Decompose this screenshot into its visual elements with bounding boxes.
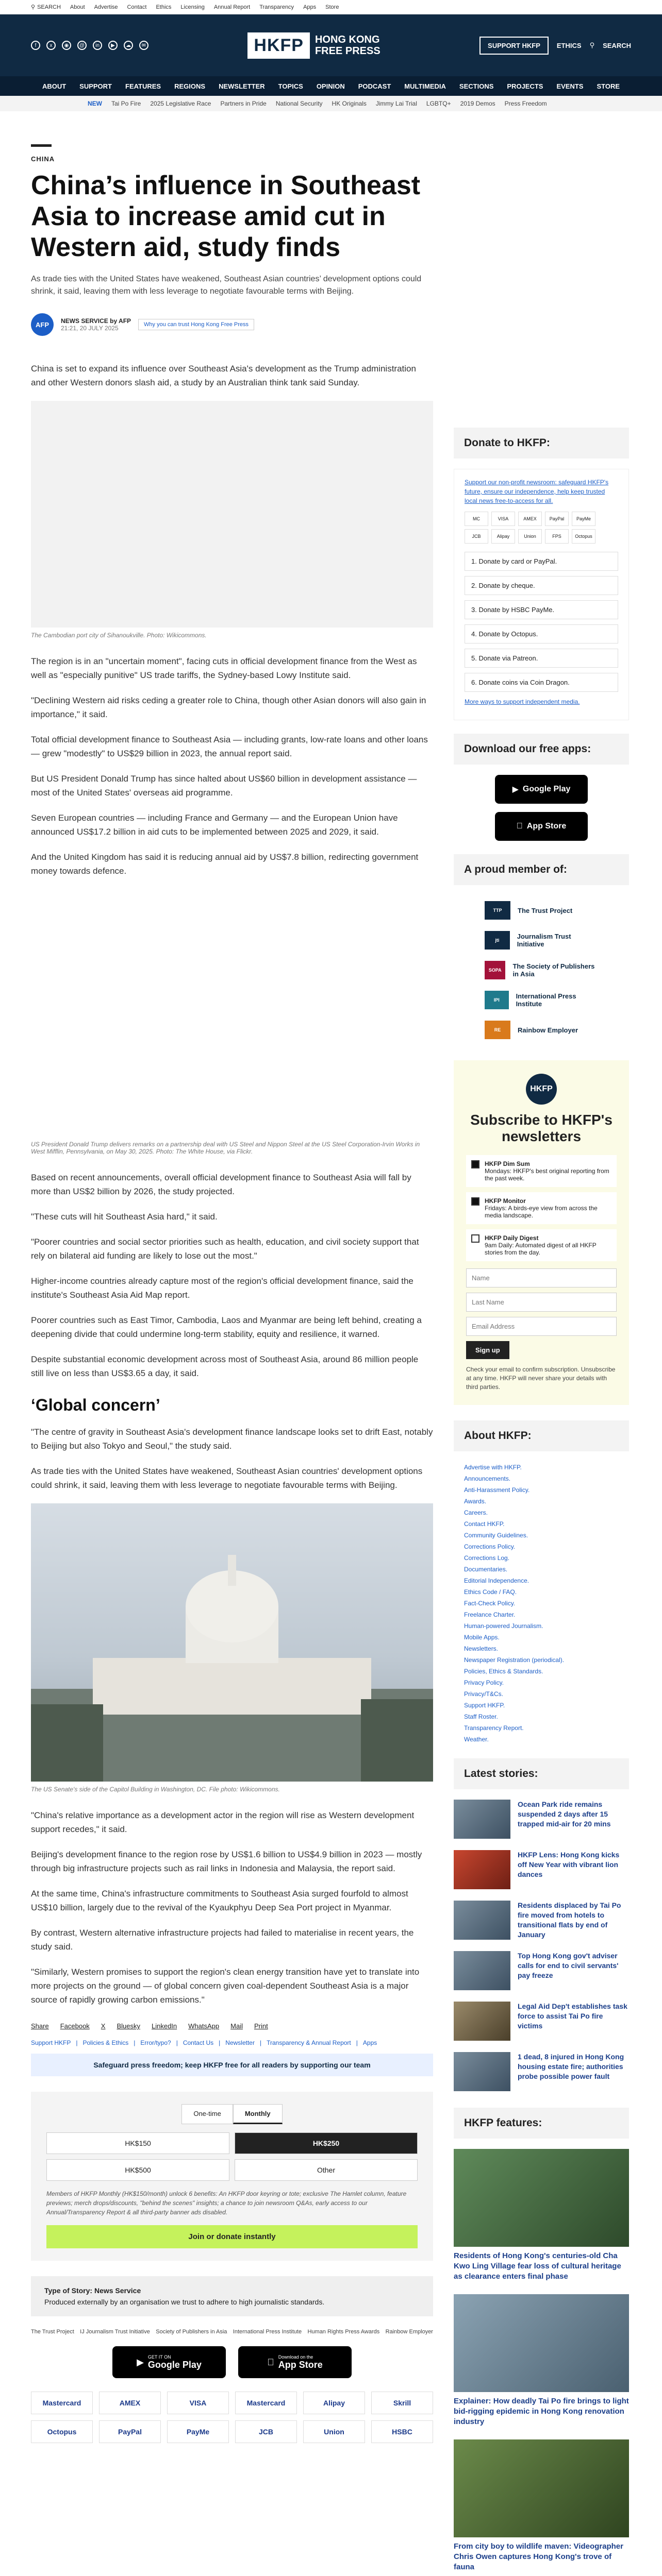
google-play-small-label: GET IT ON [147, 2354, 171, 2360]
article-paragraph: As trade ties with the United States have weakened, Southeast Asian countries' development options could shrink, it said, leaving them with less leverage to negotiate favourable terms with Beijing. [31, 1466, 423, 1490]
trending-item[interactable]: Jimmy Lai Trial [375, 100, 417, 107]
article-title: China’s influence in Southeast Asia to increase amid cut in Western aid, study finds [31, 171, 421, 262]
sopa-logo: SOPA [485, 961, 505, 979]
latest-story[interactable] [454, 2002, 629, 2041]
story-title: Residents displaced by Tai Po fire moved from hotels to transitional flats by end of January [518, 1901, 621, 1939]
topbar-link-about[interactable]: About [70, 4, 85, 10]
google-play-label: Google Play [147, 2359, 202, 2370]
press-freedom-banner[interactable]: Safeguard press freedom; keep HKFP free for all readers by supporting our team [31, 2054, 433, 2076]
payment-logo: Alipay [491, 529, 515, 544]
topbar-link-store[interactable]: Store [325, 4, 339, 10]
feature-story[interactable] [454, 2149, 629, 2282]
amount-option-selected[interactable]: HK$250 [235, 2132, 418, 2154]
site-header [0, 14, 662, 76]
payment-logo[interactable]: VISA [167, 2392, 229, 2414]
member-logo[interactable]: The Trust Project [31, 2329, 74, 2335]
newsletter-name: HKFP Daily Digest [485, 1234, 539, 1242]
facebook-icon[interactable]: f [31, 41, 40, 50]
byline [31, 313, 433, 336]
email-input[interactable]: Email Address [466, 1317, 617, 1336]
nav-item-podcast[interactable]: PODCAST [358, 82, 391, 90]
member-logo[interactable]: International Press Institute [233, 2329, 302, 2335]
features-list [454, 2149, 629, 2572]
capitol-illustration [31, 1503, 433, 1782]
topbar-link-apps[interactable]: Apps [303, 4, 317, 10]
donate-option[interactable]: 2. Donate by cheque. [465, 576, 618, 595]
member-item[interactable] [485, 1015, 598, 1045]
main-nav [0, 76, 662, 96]
article-footer-links: Support HKFP | Policies & Ethics | Error/typo? | Contact Us | Newsletter | Transparency & Annual Report | Apps [31, 2039, 377, 2046]
sidebar [454, 428, 629, 2576]
payment-logo[interactable]: PayMe [167, 2420, 229, 2443]
trending-item[interactable]: National Security [275, 100, 323, 107]
hkfp-badge: HKFP [526, 1074, 557, 1105]
about-link[interactable]: Contact HKFP. [464, 1520, 505, 1528]
category-accent-bar [31, 144, 52, 147]
nav-item-support[interactable]: SUPPORT [79, 82, 112, 90]
about-link[interactable]: Transparency Report. [464, 1724, 524, 1732]
article-paragraph: "Poorer countries and social sector priorities such as health, education, and civil society support that rely on bilateral aid funding are likely to lose out the most." [31, 1237, 419, 1261]
toggle-monthly[interactable]: Monthly [233, 2104, 283, 2124]
article-image-sihanoukville [31, 401, 433, 628]
google-play-label: Google Play [522, 785, 571, 793]
member-name: Rainbow Employer [518, 1026, 578, 1034]
nav-item-events[interactable]: EVENTS [556, 82, 584, 90]
donate-option[interactable]: 6. Donate coins via Coin Dragon. [465, 673, 618, 692]
last-name-input[interactable]: Last Name [466, 1293, 617, 1312]
donation-amounts [46, 2132, 418, 2181]
payment-methods-grid [31, 2392, 433, 2443]
member-title: A proud member of: [454, 854, 629, 885]
trending-item[interactable]: Partners in Pride [220, 100, 267, 107]
article-paragraph: "The centre of gravity in Southeast Asia's development finance landscape looks set to drift East, notably to Beijing but also Tokyo and Seoul," the study said. [31, 1427, 433, 1451]
newsletter-note: Check your email to confirm subscription. Unsubscribe at any time. HKFP will never share your details with third parties. [466, 1366, 616, 1391]
feature-title: Residents of Hong Kong's centuries-old Cha Kwo Ling Village fear loss of cultural heritage as clearance enters final phase [454, 2251, 621, 2281]
about-link[interactable]: Newspaper Registration (periodical). [464, 1656, 565, 1664]
article-paragraph: At the same time, China's infrastructure commitments to Southeast Asia surged fourfold to almost US$10 billion, largely due to the revival of the Kyaukphyu Deep Sea Port project in Myanmar. [31, 1889, 408, 1912]
nav-item-opinion[interactable]: OPINION [316, 82, 345, 90]
payment-logo[interactable]: Mastercard [235, 2392, 297, 2414]
sidebar-app-store-button[interactable] [495, 812, 588, 841]
payment-logo: FPS [545, 529, 569, 544]
story-thumbnail [454, 2002, 510, 2041]
member-item[interactable] [485, 955, 598, 985]
donate-option[interactable]: 5. Donate via Patreon. [465, 649, 618, 668]
topbar-link-contact[interactable]: Contact [127, 4, 147, 10]
footer-link[interactable]: Contact Us [183, 2039, 214, 2046]
payment-logo[interactable]: Mastercard [31, 2392, 93, 2414]
newsletter-title: Subscribe to HKFP's newsletters [470, 1112, 613, 1144]
more-ways-link[interactable]: More ways to support independent media. [465, 698, 580, 705]
topbar-link-advertise[interactable]: Advertise [94, 4, 118, 10]
newsletter-desc: Mondays: HKFP's best original reporting from the past week. [485, 1167, 609, 1182]
about-link[interactable]: Careers. [464, 1509, 488, 1516]
feature-image [454, 2439, 629, 2537]
article-standfirst: As trade ties with the United States have weakened, Southeast Asian countries’ development options could shrink, it said, leaving them with less leverage to negotiate favourable terms with Beijing. [31, 275, 422, 296]
topbar-link-annual-report[interactable]: Annual Report [213, 4, 251, 10]
share-bluesky[interactable]: Bluesky [117, 2022, 140, 2030]
checkbox-checked[interactable] [471, 1197, 479, 1206]
about-link[interactable]: Corrections Policy. [464, 1543, 516, 1550]
article-paragraph: "Similarly, Western promises to support the region's clean energy transition have yet to translate into more projects on the ground — of global concern given coal-dependent Southeast Asia is a major source of rapidly growing carbon emissions." [31, 1967, 420, 2005]
top-bar [0, 0, 662, 14]
sidebar-apps [454, 775, 629, 841]
donate-options-list [465, 552, 618, 692]
payment-logo[interactable]: JCB [235, 2420, 297, 2443]
topbar-link-ethics[interactable]: Ethics [156, 4, 172, 10]
article-paragraph: The region is in an "uncertain moment", facing cuts in official development finance from the West as well as "especially punitive" US trade tariffs, the Sydney-based Lowy Institute said. [31, 656, 417, 680]
about-link[interactable]: Editorial Independence. [464, 1577, 529, 1584]
payment-logo: PayPal [545, 512, 569, 526]
nav-item-about[interactable]: ABOUT [42, 82, 67, 90]
newsletter-desc: Fridays: A birds-eye view from across the media landscape. [485, 1205, 598, 1219]
app-store-label: App Store [274, 2359, 319, 2370]
app-store-button[interactable] [238, 2346, 352, 2378]
header-ethics-link[interactable]: ETHICS [556, 41, 582, 49]
newsletter-desc: 9am Daily: Automated digest of all HKFP stories from the day. [485, 1242, 597, 1256]
member-name: The Trust Project [518, 906, 573, 914]
about-link[interactable]: Corrections Log. [464, 1554, 510, 1562]
article-paragraph: Based on recent announcements, overall official development finance to Southeast Asia will fall by more than US$2 billion by 2026, the study projected. [31, 1173, 411, 1196]
payment-logo: Union [518, 529, 542, 544]
about-link[interactable]: Mobile Apps. [464, 1634, 500, 1641]
member-name: Journalism Trust Initiative [517, 933, 571, 948]
amount-option[interactable]: HK$500 [46, 2159, 229, 2181]
story-thumbnail [454, 2052, 510, 2091]
support-hkfp-button[interactable]: SUPPORT HKFP [479, 37, 549, 55]
about-link[interactable]: Weather. [464, 1736, 489, 1743]
trending-new-label: NEW [88, 100, 102, 107]
newsletter-option[interactable] [466, 1155, 617, 1187]
image-caption: The US Senate's side of the Capitol Building in Washington, DC. File photo: Wikicommons. [31, 1786, 280, 1793]
byline-date: 21:21, 20 JULY 2025 [61, 325, 119, 332]
latest-story[interactable] [454, 1850, 629, 1889]
member-logo[interactable]: Society of Publishers in Asia [156, 2329, 227, 2335]
footer-link[interactable]: Policies & Ethics [82, 2039, 129, 2046]
donation-frequency-toggle [46, 2104, 418, 2124]
byline-source: NEWS SERVICE by AFP [61, 317, 131, 325]
about-link[interactable]: Awards. [464, 1498, 487, 1505]
story-type-box [31, 2276, 433, 2316]
members-benefits-note: Members of HKFP Monthly (HK$150/month) unlock 6 benefits: An HKFP door keyring or tote; exclusive The Hamlet column, feature previews; merch drops/discounts, "behind the scenes" insights; a chance to join newsroom Q&As, early access to our Annual/Transparency Report & all third-party banner ads disabled. [46, 2190, 407, 2216]
payment-logo[interactable]: Alipay [303, 2392, 365, 2414]
member-logo[interactable]: Rainbow Employer [385, 2329, 433, 2335]
article-paragraph: But US President Donald Trump has since halted about US$60 billion in development assistance — most of the United States' overseas aid programme. [31, 774, 417, 798]
membership-logos-row [31, 2329, 433, 2335]
donate-option[interactable]: 1. Donate by card or PayPal. [465, 552, 618, 571]
logo-box: HKFP [247, 32, 310, 59]
logo-line-2: FREE PRESS [315, 45, 380, 57]
about-link[interactable]: Announcements. [464, 1475, 511, 1482]
feature-title: From city boy to wildlife maven: Videographer Chris Owen captures Hong Kong's trove of fauna [454, 2542, 623, 2571]
payment-logo[interactable]: PayPal [99, 2420, 161, 2443]
share-facebook[interactable]: Facebook [60, 2022, 90, 2030]
bluesky-icon[interactable]: ☁ [124, 41, 133, 50]
nav-item-multimedia[interactable]: MULTIMEDIA [404, 82, 446, 90]
trending-item[interactable]: Tai Po Fire [111, 100, 141, 107]
trending-item[interactable]: Press Freedom [504, 100, 547, 107]
share-whatsapp[interactable]: WhatsApp [188, 2022, 220, 2030]
about-link[interactable]: Staff Roster. [464, 1713, 498, 1720]
payment-logo[interactable]: HSBC [371, 2420, 433, 2443]
member-list [454, 895, 629, 1045]
topbar-link-licensing[interactable]: Licensing [180, 4, 205, 10]
trending-item[interactable]: LGBTQ+ [426, 100, 451, 107]
share-label: Share [31, 2022, 49, 2030]
about-link[interactable]: Support HKFP. [464, 1702, 505, 1709]
payment-logo: Octopus [572, 529, 595, 544]
footer-link[interactable]: Support HKFP [31, 2039, 71, 2046]
site-logo[interactable] [247, 32, 380, 59]
payment-logo[interactable]: AMEX [99, 2392, 161, 2414]
story-title: Legal Aid Dep't establishes task force to assist Tai Po fire victims [518, 2002, 627, 2030]
payment-logo: MC [465, 512, 488, 526]
nav-item-sections[interactable]: SECTIONS [459, 82, 494, 90]
feature-image [454, 2294, 629, 2392]
about-link[interactable]: Human-powered Journalism. [464, 1622, 543, 1630]
ipi-logo: IPI [485, 991, 509, 1009]
about-link[interactable]: Privacy/T&Cs. [464, 1690, 504, 1698]
about-list [454, 1462, 629, 1758]
story-thumbnail [454, 1951, 510, 1990]
logo-line-1: HONG KONG [315, 34, 380, 45]
donate-box [454, 469, 629, 720]
latest-story[interactable] [454, 1901, 629, 1940]
author-avatar[interactable]: AFP [31, 313, 54, 336]
about-link[interactable]: Freelance Charter. [464, 1611, 516, 1618]
about-link[interactable]: Documentaries. [464, 1566, 508, 1573]
share-bar [31, 2022, 433, 2030]
article-paragraph: "China's relative importance as a development actor in the region will rise as Western development support recedes," it said. [31, 1810, 415, 1834]
about-link[interactable]: Community Guidelines. [464, 1532, 528, 1539]
section-heading: ‘Global concern’ [31, 1396, 160, 1414]
footer-link[interactable]: Newsletter [225, 2039, 255, 2046]
about-link[interactable]: Newsletters. [464, 1645, 499, 1652]
instagram-icon[interactable]: ◉ [62, 41, 71, 50]
article-paragraph: China is set to expand its influence over Southeast Asia's development as the Trump administration and other Western donors slash aid, a study by an Australian think tank said Sunday. [31, 364, 416, 387]
about-link[interactable]: Anti-Harassment Policy. [464, 1486, 530, 1494]
latest-story[interactable] [454, 1951, 629, 1990]
social-icons [31, 41, 148, 50]
features-title: HKFP features: [454, 2108, 629, 2139]
threads-icon[interactable]: @ [77, 41, 87, 50]
trending-item[interactable]: 2025 Legislative Race [150, 100, 211, 107]
newsletter-option[interactable] [466, 1192, 617, 1224]
latest-story[interactable] [454, 2052, 629, 2091]
youtube-icon[interactable]: ▶ [108, 41, 118, 50]
article-image-capitol [31, 1503, 433, 1782]
play-icon: ▶ [137, 2357, 144, 2367]
share-mail[interactable]: Mail [230, 2022, 243, 2030]
article-paragraph: Seven European countries — including France and Germany — and the European Union have announced US$17.2 billion in aid cuts to be implemented between 2025 and 2029, it said. [31, 813, 398, 837]
latest-list [454, 1800, 629, 2108]
footer-link[interactable]: Apps [362, 2039, 377, 2046]
header-search-icon[interactable]: ⚲ [589, 41, 595, 49]
article-paragraph: And the United Kingdom has said it is reducing annual aid by US$7.8 billion, redirecting government money towards defence. [31, 852, 419, 876]
payment-logo: JCB [465, 529, 488, 544]
trending-item[interactable]: HK Originals [332, 100, 367, 107]
article-paragraph: Despite substantial economic development across most of Southeast Asia, around 86 million people still live on less than US$3.65 a day, it said. [31, 1354, 419, 1378]
article-paragraph: Higher-income countries already capture most of the region's official development finance, said the institute's Southeast Asia Aid Map report. [31, 1276, 413, 1300]
trust-hkfp-link[interactable]: Why you can trust Hong Kong Free Press [138, 319, 254, 330]
x-icon[interactable]: x [46, 41, 56, 50]
about-link[interactable]: Ethics Code / FAQ. [464, 1588, 517, 1596]
footer-link[interactable]: Error/typo? [140, 2039, 171, 2046]
latest-title: Latest stories: [454, 1758, 629, 1789]
story-title: 1 dead, 8 injured in Hong Kong housing estate fire; authorities probe possible power fault [518, 2053, 624, 2080]
article-paragraph: Total official development finance to Southeast Asia — including grants, low-rate loans and other loans — grew "modestly" to US$29 billion in 2023, the annual report said. [31, 735, 428, 758]
donate-option[interactable]: 3. Donate by HSBC PayMe. [465, 600, 618, 619]
member-name: International Press Institute [516, 992, 576, 1008]
article [31, 144, 433, 2443]
sidebar-google-play-button[interactable] [495, 775, 588, 804]
story-thumbnail [454, 1901, 510, 1940]
payment-logo: AMEX [518, 512, 542, 526]
donate-panel [31, 2092, 433, 2261]
latest-story[interactable] [454, 1800, 629, 1839]
app-download-row [31, 2346, 433, 2378]
image-caption: US President Donald Trump delivers remarks on a partnership deal with US Steel and Nippon Steel at the US Steel Corporation-Irvin Works in West Mifflin, Pennsylvania, on May 30, 2025. Photo: The White House, via Flickr. [31, 1141, 420, 1155]
apple-icon [517, 822, 523, 831]
name-input[interactable]: Name [466, 1268, 617, 1287]
apple-icon [267, 2357, 274, 2368]
feature-title: Explainer: How deadly Tai Po fire brings to light bid-rigging epidemic in Hong Kong renovation industry [454, 2397, 629, 2426]
story-title: Ocean Park ride remains suspended 2 days after 15 trapped mid-air for 20 mins [518, 1800, 611, 1828]
share-print[interactable]: Print [254, 2022, 268, 2030]
newsletter-name: HKFP Monitor [485, 1197, 526, 1205]
app-store-small-label: Download on the [274, 2354, 310, 2360]
payment-logo[interactable]: Octopus [31, 2420, 93, 2443]
about-title: About HKFP: [454, 1420, 629, 1451]
footer-link[interactable]: Transparency & Annual Report [267, 2039, 351, 2046]
payment-logo: VISA [491, 512, 515, 526]
jti-logo: jti [485, 931, 510, 950]
newsletter-name: HKFP Dim Sum [485, 1160, 530, 1167]
article-paragraph: Beijing's development finance to the region rose by US$1.6 billion to US$4.9 billion in 2023 — mostly through big infrastructure projects such as rail links in Indonesia and Malaysia, the report said. [31, 1850, 422, 1873]
header-search-label[interactable]: SEARCH [603, 41, 631, 49]
newsletter-option[interactable] [466, 1229, 617, 1261]
google-play-button[interactable] [112, 2346, 226, 2378]
rainbow-logo: RE [485, 1021, 510, 1039]
apps-title: Download our free apps: [454, 734, 629, 765]
amount-option[interactable]: HK$150 [46, 2132, 229, 2154]
search-icon: ⚲ [31, 4, 36, 10]
article-category[interactable]: CHINA [31, 155, 55, 163]
play-icon: ▶ [512, 785, 519, 794]
payment-logo: PayMe [572, 512, 595, 526]
nav-item-newsletter[interactable]: NEWSLETTER [219, 82, 265, 90]
nav-item-projects[interactable]: PROJECTS [507, 82, 543, 90]
payment-logo[interactable]: Union [303, 2420, 365, 2443]
about-link[interactable]: Fact-Check Policy. [464, 1600, 516, 1607]
checkbox-unchecked[interactable] [471, 1234, 479, 1243]
share-linkedin[interactable]: LinkedIn [152, 2022, 177, 2030]
story-thumbnail [454, 1850, 510, 1889]
article-image-trump [31, 889, 433, 1137]
article-paragraph: "Declining Western aid risks ceding a greater role to China, though other Asian donors will also gain in importance," it said. [31, 696, 426, 719]
story-thumbnail [454, 1800, 510, 1839]
email-icon[interactable]: ✉ [139, 41, 148, 50]
toggle-one-time[interactable]: One-time [181, 2104, 233, 2124]
feature-story[interactable] [454, 2439, 629, 2572]
about-link[interactable]: Policies, Ethics & Standards. [464, 1668, 543, 1675]
payment-logo[interactable]: Skrill [371, 2392, 433, 2414]
newsletter-box [454, 1060, 629, 1405]
story-title: Top Hong Kong gov't adviser calls for end to civil servants' pay freeze [518, 1952, 619, 1979]
donate-option[interactable]: 4. Donate by Octopus. [465, 624, 618, 643]
image-caption: The Cambodian port city of Sihanoukville. Photo: Wikicommons. [31, 632, 207, 639]
nav-item-features[interactable]: FEATURES [125, 82, 161, 90]
article-paragraph: "These cuts will hit Southeast Asia hard," it said. [31, 1212, 218, 1222]
story-type-title: Type of Story: News Service [44, 2286, 141, 2295]
join-donate-button[interactable]: Join or donate instantly [46, 2225, 418, 2248]
story-title: HKFP Lens: Hong Kong kicks off New Year with vibrant lion dances [518, 1851, 620, 1878]
article-paragraph: By contrast, Western alternative infrastructure projects had failed to materialise in recent years, the study said. [31, 1928, 414, 1952]
app-store-label: App Store [523, 822, 564, 831]
feature-story[interactable] [454, 2294, 629, 2427]
member-name: The Society of Publishers in Asia [512, 962, 595, 978]
member-item[interactable] [485, 985, 598, 1015]
linkedin-icon[interactable]: in [93, 41, 102, 50]
donate-title: Donate to HKFP: [454, 428, 629, 459]
trending-bar [0, 96, 662, 111]
article-paragraph: Poorer countries such as East Timor, Cambodia, Laos and Myanmar are being left behind, creating a deepening divide that could undermine long-term stability, equity and resilience, it warned. [31, 1315, 422, 1339]
share-x[interactable]: X [101, 2022, 106, 2030]
about-link[interactable]: Privacy Policy. [464, 1679, 504, 1686]
nav-item-regions[interactable]: REGIONS [174, 82, 206, 90]
nav-item-store[interactable]: STORE [597, 82, 620, 90]
feature-image [454, 2149, 629, 2247]
trust-project-logo: TTP [485, 901, 510, 920]
topbar-search-label: SEARCH [37, 4, 61, 10]
member-logo[interactable]: Human Rights Press Awards [307, 2329, 380, 2335]
amount-option[interactable]: Other [235, 2159, 418, 2181]
topbar-search[interactable] [31, 4, 61, 10]
story-type-text: Produced externally by an organisation we trust to adhere to high journalistic standards. [44, 2298, 325, 2306]
payment-mini-logos [465, 512, 618, 544]
about-link[interactable]: Advertise with HKFP. [464, 1464, 522, 1471]
nav-item-topics[interactable]: TOPICS [278, 82, 303, 90]
member-item[interactable] [485, 925, 598, 955]
member-logo[interactable]: IJ Journalism Trust Initiative [80, 2329, 150, 2335]
checkbox-checked[interactable] [471, 1160, 479, 1168]
topbar-link-transparency[interactable]: Transparency [259, 4, 294, 10]
donate-intro-link[interactable]: Support our non-profit newsroom: safeguard HKFP's future, ensure our independence, help keep trusted local news free-to-access for all. [465, 479, 609, 504]
trending-item[interactable]: 2019 Demos [460, 100, 495, 107]
member-item[interactable] [485, 895, 598, 925]
signup-button[interactable]: Sign up [466, 1341, 509, 1359]
